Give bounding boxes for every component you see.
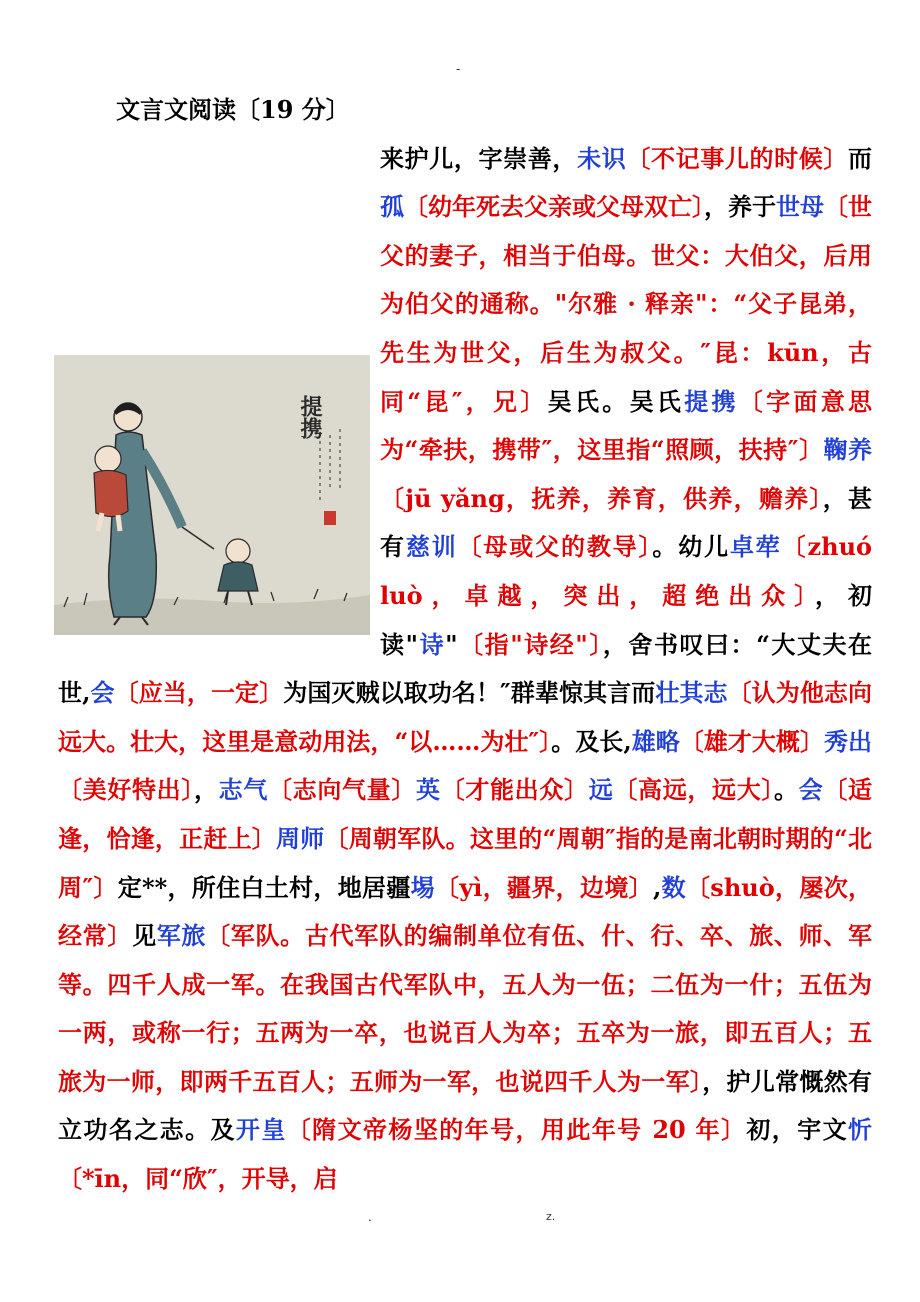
keyword: 鞠养 xyxy=(823,435,873,465)
annotation: 〔应当，一定〕 xyxy=(114,678,284,708)
keyword: 世母 xyxy=(776,192,824,222)
keyword: 壮其志 xyxy=(655,678,728,708)
annotation: 〔幼年死去父亲或父母双亡〕 xyxy=(404,192,704,222)
annotation: 〔*īn，同“欣″，开导，启 xyxy=(58,1164,338,1194)
source-text: 吴氏。吴氏 xyxy=(547,386,685,416)
passage-text xyxy=(58,144,872,1193)
keyword: 开皇 xyxy=(235,1115,287,1145)
annotation: 〔适逢，恰逢，正赶上〕 xyxy=(58,775,873,853)
source-text: 为国灭贼以取功名！″群辈惊其言而 xyxy=(283,678,656,708)
keyword: 会 xyxy=(798,775,824,805)
source-text: ，甚有 xyxy=(380,483,872,562)
annotation: 〔yì，疆界，边境〕 xyxy=(435,872,653,902)
source-text: 。及长, xyxy=(551,726,632,756)
header-mark: - xyxy=(456,62,461,76)
annotation: 〔母或父的教导〕 xyxy=(457,532,653,562)
footer-left-mark: . xyxy=(368,1210,372,1224)
keyword: 卓荦 xyxy=(729,532,782,562)
keyword: 孤 xyxy=(380,192,404,222)
source-text: , xyxy=(652,872,662,902)
annotation: 〔周朝军队。这里的“周朝″指的是南北朝时期的“北周″〕 xyxy=(58,823,872,902)
annotation: 〔指"诗经"〕 xyxy=(457,629,603,659)
keyword: 雄略 xyxy=(631,726,680,756)
source-text: 来护儿，字崇善， xyxy=(380,143,578,173)
keyword: 英 xyxy=(416,775,441,805)
keyword: 会 xyxy=(90,678,115,708)
keyword: 远 xyxy=(588,775,614,805)
keyword: 志气 xyxy=(218,775,269,805)
source-text: ，养于 xyxy=(704,192,776,222)
ink-painting-illustration xyxy=(54,355,370,635)
painting-ground xyxy=(54,595,370,635)
keyword: 秀出 xyxy=(823,726,873,756)
annotation: 〔雄才大概〕 xyxy=(679,726,824,756)
annotation: 〔世父的妻子，相当于伯母。世父：大伯父，后用为伯父的通称。"尔雅 · 释亲"：“父子昆弟，先生为世父，后生为叔父。″昆：kūn，古同“昆″，兄〕 xyxy=(380,192,872,416)
source-text: ，初读" xyxy=(380,580,873,659)
annotation: 〔字面意思为“牵扶，携带″，这里指“照顾，扶持″〕 xyxy=(380,386,873,465)
annotation: 〔军队。古代军队的编制单位有伍、什、行、卒、旅、师、军等。四千人成一军。在我国古代军队中，五人为一伍；二伍为一什；五伍为一两，或称一行；五两为一卒，也说百人为卒；五卒为一旅，即五百人；五旅为一师，即两千五百人；五师为一军，也说四千人为一军〕 xyxy=(58,921,872,1096)
document-page xyxy=(58,86,872,1204)
keyword: 埸 xyxy=(410,872,435,902)
annotation: 〔jū yǎng，抚养，养育，供养，赡养〕 xyxy=(380,483,823,513)
footer-right-mark: z. xyxy=(546,1210,556,1223)
annotation: 〔shuò，屡次，经常〕 xyxy=(58,872,873,951)
annotation: 〔不记事儿的时候〕 xyxy=(626,143,849,173)
annotation: 〔志向气量〕 xyxy=(268,775,417,805)
annotation: 〔美好特出〕 xyxy=(58,775,194,805)
source-text: 初，宇文 xyxy=(746,1115,849,1145)
keyword: 军旅 xyxy=(156,921,207,951)
annotation: 〔认为他志向远大。壮大，这里是意动用法，“以……为壮″〕 xyxy=(58,678,873,756)
keyword: 未识 xyxy=(577,143,627,173)
keyword: 忻 xyxy=(848,1115,873,1145)
annotated-passage xyxy=(58,135,872,1204)
source-text: 见 xyxy=(132,921,157,951)
keyword: 慈训 xyxy=(405,532,458,562)
inscription-title: 提携 xyxy=(297,394,323,439)
annotation: 〔高远，远大〕 xyxy=(613,775,775,805)
source-text: 而 xyxy=(848,143,873,173)
source-text: 。幼儿 xyxy=(652,532,730,562)
keyword: 数 xyxy=(661,872,686,902)
keyword: 诗 xyxy=(418,629,446,659)
annotation: 〔才能出众〕 xyxy=(440,775,589,805)
source-text: 定**，所住白土村，地居疆 xyxy=(117,872,411,902)
source-text: ，舍书叹曰：“大丈夫在世, xyxy=(58,629,872,708)
source-text: " xyxy=(445,629,458,659)
source-text: 。 xyxy=(774,775,799,805)
source-text: ，护儿常慨然有立功名之志。及 xyxy=(58,1066,873,1145)
keyword: 周师 xyxy=(276,823,325,853)
keyword: 提携 xyxy=(684,386,739,416)
annotation: 〔隋文帝杨坚的年号，用此年号 20 年〕 xyxy=(286,1115,747,1145)
seal-stamp xyxy=(324,511,336,525)
source-text: ， xyxy=(194,775,219,805)
section-title: 文言文阅读〔19 分〕 xyxy=(116,95,350,124)
annotation: 〔zhuó luò，卓越，突出，超绝出众〕 xyxy=(380,532,873,610)
